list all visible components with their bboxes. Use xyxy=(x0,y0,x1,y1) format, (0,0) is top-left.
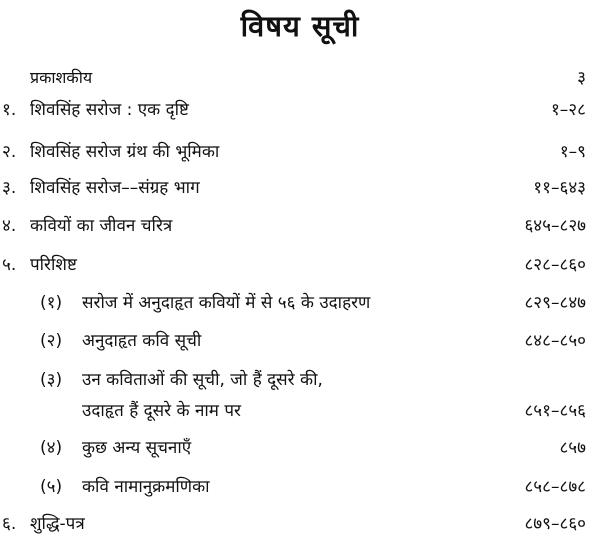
entry-pages: ८७९–८६० xyxy=(524,514,586,534)
entry-pages: ८४८–८५० xyxy=(524,331,586,351)
entry-number: ५. xyxy=(2,255,17,275)
entry-text: शिवसिंह सरोज––संग्रह भाग xyxy=(30,178,200,198)
entry-text: अनुदाहृत कवि सूची xyxy=(82,331,202,351)
entry-text: कवियों का जीवन चरित्र xyxy=(30,216,173,236)
entry-text: प्रकाशकीय xyxy=(30,68,93,87)
entry-number: ३. xyxy=(2,178,17,198)
entry-number: १. xyxy=(2,100,17,120)
toc-title: विषय सूची xyxy=(240,9,360,43)
entry-number: ६. xyxy=(2,514,17,534)
entry-text: उन कविताओं की सूची, जो हैं दूसरे की, xyxy=(82,370,323,390)
entry-pages: ११–६४३ xyxy=(533,178,586,198)
entry-number: (१) xyxy=(40,293,63,313)
entry-number: २. xyxy=(2,142,17,162)
entry-pages: १–२८ xyxy=(550,100,586,120)
entry-text: परिशिष्ट xyxy=(30,255,77,275)
entry-pages: ८५७ xyxy=(559,438,586,458)
entry-pages: १–९ xyxy=(559,142,586,162)
entry-text: शिवसिंह सरोज : एक दृष्टि xyxy=(30,100,189,120)
entry-text: सरोज में अनुदाहृत कवियों में से ५६ के उदाहरण xyxy=(82,293,371,313)
entry-number: (४) xyxy=(40,438,63,458)
entry-text: कवि नामानुक्रमणिका xyxy=(82,477,210,497)
entry-pages: ३ xyxy=(577,68,586,88)
entry-text: शिवसिंह सरोज ग्रंथ की भूमिका xyxy=(30,142,220,162)
entry-number: (२) xyxy=(40,331,63,351)
entry-pages: ८२८–८६० xyxy=(524,255,586,275)
entry-number: (३) xyxy=(40,370,63,390)
entry-pages: ६४५–८२७ xyxy=(524,216,586,236)
entry-pages: ८२९–८४७ xyxy=(524,293,586,313)
entry-text-continuation: उदाहृत हैं दूसरे के नाम पर xyxy=(82,401,241,421)
entry-pages: ८५१–८५६ xyxy=(524,401,586,421)
entry-text: शुद्धि-पत्र xyxy=(30,514,85,534)
entry-text: कुछ अन्य सूचनाएँ xyxy=(82,438,192,458)
entry-number: ४. xyxy=(2,216,17,236)
entry-number: (५) xyxy=(40,477,63,497)
entry-pages: ८५८–८७८ xyxy=(524,477,586,497)
